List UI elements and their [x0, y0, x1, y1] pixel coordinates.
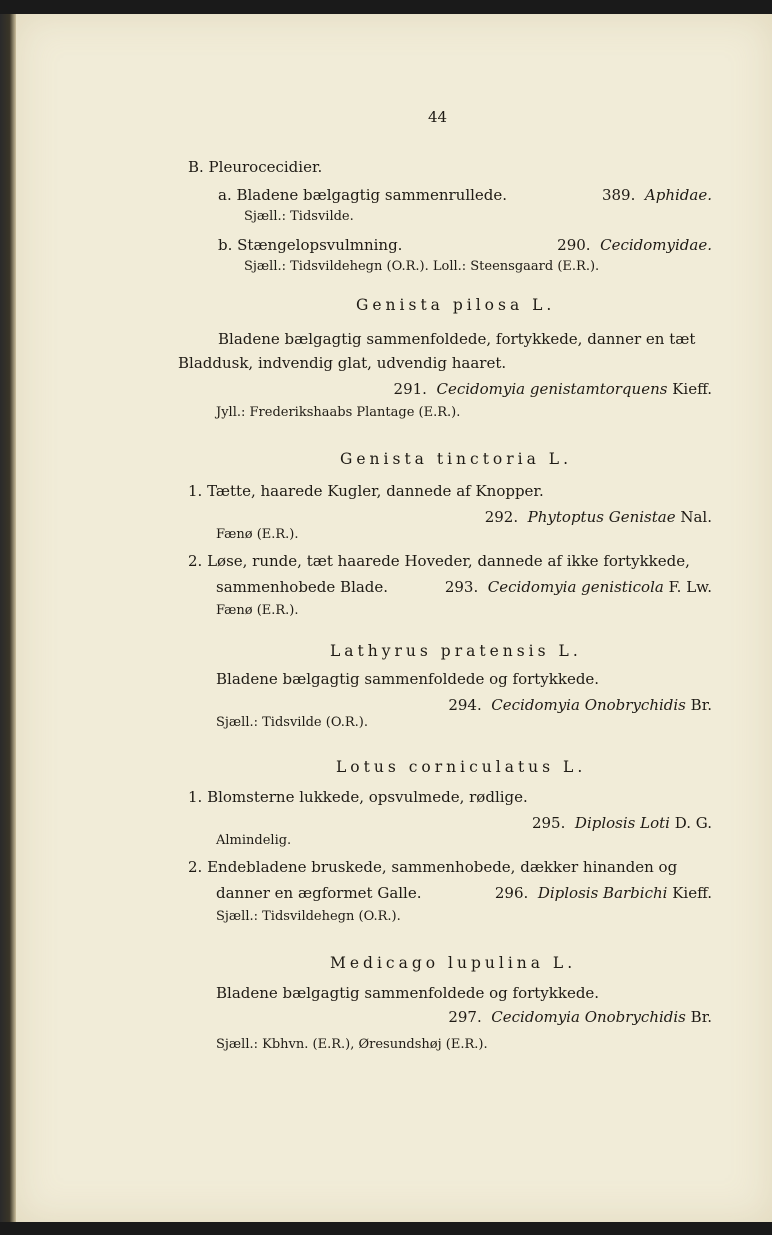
species-heading: Genista tinctoria L. — [340, 450, 573, 468]
locality: Sjæll.: Tidsvildehegn (O.R.). — [216, 909, 401, 924]
entry-text: b. Stængelopsvulmning. — [218, 236, 403, 254]
locality: Fænø (E.R.). — [216, 527, 299, 542]
locality: Sjæll.: Tidsvilde (O.R.). — [216, 715, 368, 730]
page-number: 44 — [428, 108, 448, 126]
author: Nal. — [680, 508, 712, 526]
description-text: Bladene bælgagtig sammenfoldede og fortykkede. — [216, 670, 600, 688]
entry-citation — [445, 578, 712, 596]
description-text: 1. Blomsterne lukkede, opsvulmede, rødlige. — [188, 788, 528, 806]
locality: Sjæll.: Tidsvildehegn (O.R.). Loll.: Steensgaard (E.R.). — [244, 259, 600, 274]
species-heading: Genista pilosa L. — [356, 296, 556, 314]
locality: Almindelig. — [216, 833, 292, 848]
species-name: Phytoptus Genistae — [527, 508, 676, 526]
entry-citation — [448, 696, 712, 714]
entry-citation — [532, 814, 712, 832]
entry-citation — [448, 1008, 712, 1026]
entry-citation — [394, 380, 712, 398]
entry-citation — [485, 508, 712, 526]
section-heading: B. Pleurocecidier. — [188, 158, 323, 176]
species-name: Cecidomyia genisticola — [487, 578, 664, 596]
species-name: Diplosis Loti — [574, 814, 670, 832]
description-text: 1. Tætte, haarede Kugler, dannede af Knopper. — [188, 482, 544, 500]
species-name: Aphidae. — [644, 186, 712, 204]
author: Kieff. — [672, 380, 712, 398]
species-name: Cecidomyia Onobrychidis — [491, 696, 686, 714]
locality: Sjæll.: Kbhvn. (E.R.), Øresundshøj (E.R.). — [216, 1037, 488, 1052]
entry-text: a. Bladene bælgagtig sammenrullede. — [218, 186, 508, 204]
entry-number: 291. — [393, 380, 427, 398]
author: Kieff. — [672, 884, 712, 902]
author: F. Lw. — [668, 578, 712, 596]
entry-number: 295. — [531, 814, 566, 832]
description-text: Bladdusk, indvendig glat, udvendig haaret. — [178, 354, 507, 372]
author: D. G. — [674, 814, 712, 832]
book-binding — [0, 14, 16, 1222]
entry-number: 296. — [494, 884, 529, 902]
entry-citation — [495, 884, 712, 902]
description-text: 2. Løse, runde, tæt haarede Hoveder, dannede af ikke fortykkede, — [188, 552, 690, 570]
entry-number: 294. — [448, 696, 482, 714]
species-name: Cecidomyia genistamtorquens — [436, 380, 668, 398]
author: Br. — [690, 696, 712, 714]
entry-citation — [557, 236, 712, 254]
entry-number: 297. — [448, 1008, 482, 1026]
entry-number: 292. — [484, 508, 519, 526]
description-text: sammenhobede Blade. — [216, 578, 389, 596]
locality: Fænø (E.R.). — [216, 603, 299, 618]
species-name: Cecidomyidae. — [600, 236, 712, 254]
entry-number: 293. — [444, 578, 479, 596]
species-name: Diplosis Barbichi — [537, 884, 668, 902]
description-text: 2. Endebladene bruskede, sammenhobede, dækker hinanden og — [188, 858, 678, 876]
species-heading: Medicago lupulina L. — [330, 954, 577, 972]
description-text: Bladene bælgagtig sammenfoldede og fortykkede. — [216, 984, 600, 1002]
entry-number: 389. — [601, 186, 636, 204]
locality: Jyll.: Frederikshaabs Plantage (E.R.). — [216, 405, 461, 420]
description-text: Bladene bælgagtig sammenfoldede, fortykkede, danner en tæt — [218, 330, 696, 348]
species-heading: Lotus corniculatus L. — [336, 758, 587, 776]
page — [16, 14, 772, 1222]
entry-citation — [602, 186, 712, 204]
description-text: danner en ægformet Galle. — [216, 884, 422, 902]
author: Br. — [690, 1008, 712, 1026]
locality: Sjæll.: Tidsvilde. — [244, 209, 354, 224]
species-name: Cecidomyia Onobrychidis — [491, 1008, 686, 1026]
species-heading: Lathyrus pratensis L. — [330, 642, 582, 660]
entry-number: 290. — [557, 236, 591, 254]
